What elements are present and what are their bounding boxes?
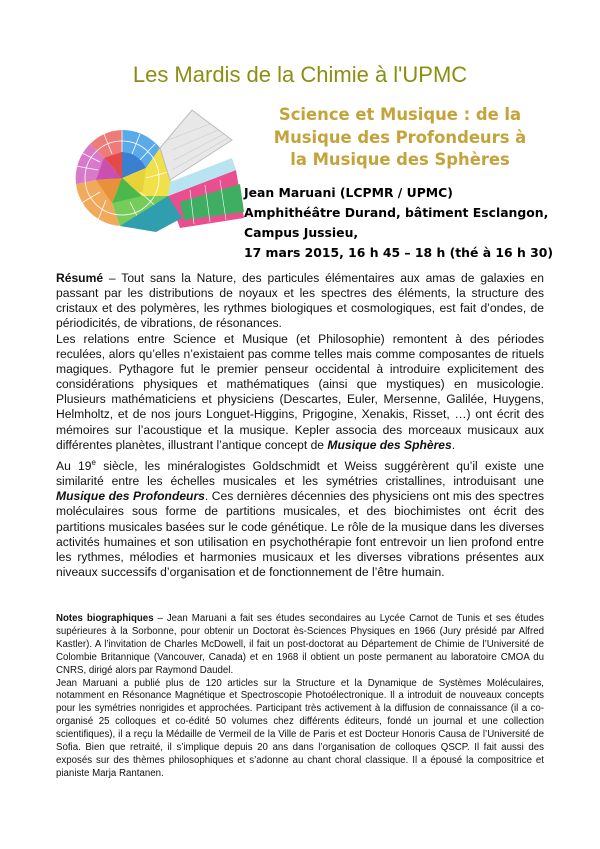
abstract-label: Résumé	[56, 271, 104, 285]
periodic-table-spiral-icon	[60, 100, 250, 248]
page-header-title: Les Mardis de la Chimie à l'UPMC	[132, 62, 468, 87]
venue-line: Amphithéâtre Durand, bâtiment Esclangon,	[244, 205, 549, 220]
venue-line: Campus Jussieu,	[244, 225, 359, 240]
speaker: Jean Maruani (LCPMR / UPMC)	[244, 185, 453, 200]
date-time: 17 mars 2015, 16 h 45 – 18 h (thé à 16 h 30)	[244, 245, 553, 260]
talk-title-line: Science et Musique : de la	[278, 105, 522, 124]
bio-paragraph: Jean Maruani a publié plus de 120 articles sur la Structure et la Dynamique de Systèmes Moléculaires, notamment en Résonance Magnétique et Spectroscopie Photoélectronique. Il a introduit de nouveaux concepts pour les symétries nonrigides et approchées. Participant très activement à la diffusion de connaissance (il a co-organisé 25 colloques et co-édité 50 volumes chez différents éditeurs, fondé un journal et une collection scientifiques), il a reçu la Médaille de Vermeil de la Ville de Paris et est Docteur Honoris Causa de l’Université de Sofia. Bien que retraité, il s’implique depuis 20 ans dans l’organisation de colloques QSCP. Il fait aussi des exposés sur des thèmes philosophiques et s’adonne au chant choral classique. Il a épousé la compositrice et pianiste Marja Rantanen.	[56, 677, 544, 779]
talk-info	[244, 183, 564, 263]
abstract-paragraph: Au 19e siècle, les minéralogistes Goldschmidt et Weiss suggérèrent qu’il existe une similarité entre les échelles musicales et les symétries cristallines, introduisant une Musique des Profondeurs. Ces dernières décennies des physiciens ont mis des spectres moléculaires sous forme de partitions musicales, et des biochimistes ont écrit des partitions musicales basées sur le code génétique. Le rôle de la musique dans les diverses activités humaines et son utilisation en psychothérapie font entrevoir un lien profond entre les rythmes, mélodies et harmonies musicaux et les diverses vibrations présentes aux niveaux successifs d’organisation et de fonctionnement de l’être humain.	[56, 457, 544, 579]
talk-title-line: Musique des Profondeurs à	[273, 127, 527, 147]
bio-label: Notes biographiques	[56, 613, 154, 624]
biography	[56, 613, 544, 781]
talk-title-line: la Musique des Sphères	[290, 150, 510, 169]
talk-title	[250, 104, 550, 172]
bio-paragraph: Notes biographiques – Jean Maruani a fait ses études secondaires au Lycée Carnot de Tunis et ses études supérieures à la Sorbonne, pour obtenir un Doctorat ès-Sciences Physiques en 1966 (Jury présidé par Alfred Kastler). A l’invitation de Charles McDowell, il fait un post-doctorat au Département de Chimie de l’Université de Colombie Britannique (Vancouver, Canada) et en 1968 il obtient un poste permanent au laboratoire CMOA du CNRS, dirigé alors par Raymond Daudel.	[56, 613, 544, 676]
abstract	[56, 271, 544, 580]
abstract-paragraph: Les relations entre Science et Musique (et Philosophie) remontent à des périodes reculées, alors qu’elles n’existaient pas comme telles mais comme composantes de rituels magiques. Pythagore fut le premier penseur occidental à introduire explicitement des considérations physiques et mathématiques (ainsi que mystiques) en musicologie. Plusieurs mathématiciens et physiciens (Descartes, Euler, Mersenne, Galilée, Huygens, Helmholtz, et de nos jours Longuet-Higgins, Prigogine, Xenakis, Risset, …) ont écrit des mémoires sur l’acoustique et la musique. Kepler associa des morceaux musicaux aux différentes planètes, illustrant l’antique concept de Musique des Sphères.	[56, 331, 544, 452]
abstract-paragraph: Résumé – Tout sans la Nature, des particules élémentaires aux amas de galaxies en passant par les distributions de noyaux et les spectres des éléments, la structure des cristaux et des polymères, les rythmes biologiques et cosmologiques, est fait d’ondes, de périodicités, de vibrations, de résonances.	[56, 271, 544, 331]
